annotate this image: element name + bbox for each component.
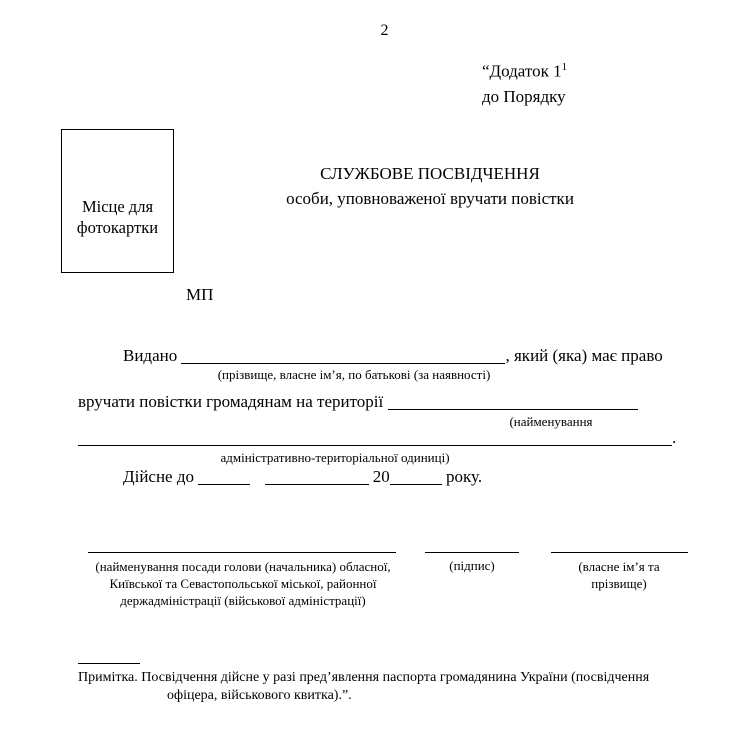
name-caption	[548, 558, 690, 592]
valid-day-blank	[198, 484, 250, 485]
footnote	[78, 669, 688, 705]
signature-caption: (підпис)	[449, 558, 495, 573]
footnote-rule	[78, 663, 140, 664]
valid-until-row	[123, 467, 482, 487]
document-title	[175, 161, 685, 211]
appendix-line1	[482, 55, 567, 84]
issued-suffix: , який (яка) має право	[505, 346, 663, 365]
valid-until-label: Дійсне до	[123, 467, 195, 486]
valid-suffix: року.	[446, 467, 483, 486]
name-signature-line	[551, 552, 688, 553]
official-title-caption-line2: Київської та Севастопольської міської, районної	[109, 576, 377, 591]
footnote-text: Посвідчення дійсне у разі пред’явлення паспорта громадянина України (посвідчення офіцера, військового квитка).”.	[141, 670, 650, 703]
official-title-signature-line	[88, 552, 396, 553]
valid-month-blank	[265, 484, 369, 485]
appendix-superscript: 1	[561, 61, 568, 73]
photo-placeholder-box	[61, 129, 174, 273]
appendix-reference	[482, 55, 567, 109]
footnote-label: Примітка.	[78, 670, 138, 685]
admin-unit-row	[78, 428, 685, 448]
official-title-caption	[60, 558, 426, 609]
admin-unit-blank	[78, 445, 672, 446]
stamp-placeholder: МП	[186, 285, 214, 304]
issued-to-row	[123, 346, 685, 366]
official-title-caption-line3: держадміністрації (військової адміністрації)	[120, 593, 366, 608]
territory-caption-line1: (найменування	[509, 414, 593, 429]
territory-caption-line2: адміністративно-територіальної одиниці)	[220, 450, 450, 465]
appendix-line2: до Порядку	[482, 86, 566, 106]
issued-label: Видано	[123, 346, 178, 365]
issued-name-blank	[181, 363, 505, 364]
photo-placeholder-label: Місце для фотокартки	[76, 197, 159, 237]
valid-year-prefix: 20	[372, 467, 390, 486]
name-caption-line2: прізвище)	[591, 576, 647, 591]
signature-line	[425, 552, 519, 553]
issued-name-caption: (прізвище, власне ім’я, по батькові (за наявності)	[217, 367, 491, 382]
document-title-line1: СЛУЖБОВЕ ПОСВІДЧЕННЯ	[320, 164, 540, 183]
official-title-caption-line1: (найменування посади голови (начальника) обласної,	[95, 559, 391, 574]
territory-label: вручати повістки громадянам на території	[78, 392, 384, 411]
valid-year-blank	[390, 484, 442, 485]
admin-unit-period: .	[672, 428, 677, 447]
page-number: 2	[380, 22, 389, 39]
appendix-label: “Додаток 1	[482, 61, 562, 81]
document-title-line2: особи, уповноваженої вручати повістки	[286, 189, 574, 208]
territory-blank	[388, 409, 638, 410]
name-caption-line1: (власне ім’я та	[578, 559, 660, 574]
territory-row	[78, 392, 674, 412]
